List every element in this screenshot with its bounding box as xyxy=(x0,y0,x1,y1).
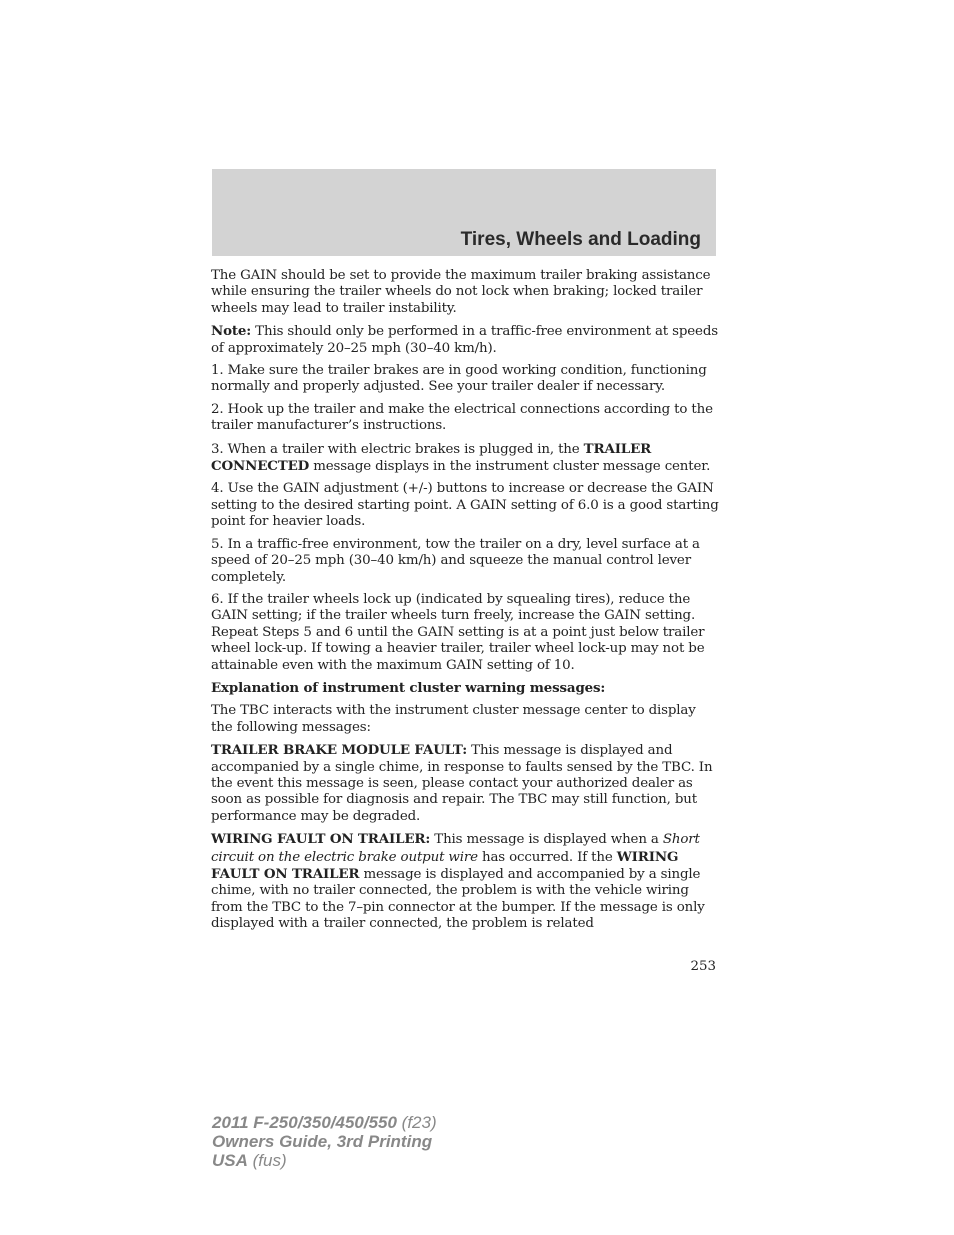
document-footer xyxy=(212,1113,437,1170)
module-fault-label: TRAILER BRAKE MODULE FAULT: xyxy=(211,742,468,759)
wiring-fault-label-repeat: WIRING FAULT ON TRAILER xyxy=(211,848,679,882)
section-header-band xyxy=(212,169,716,256)
step-3-text-a: 3. When a trailer with electric brakes is plugged in, the xyxy=(211,441,584,457)
footer-region-code: (fus) xyxy=(247,1151,287,1170)
step-4: 4. Use the GAIN adjustment (+/-) buttons to increase or decrease the GAIN setting to the desired starting point. A GAIN setting of 6.0 is a good starting point for heavier loads. xyxy=(211,481,719,530)
page-number: 253 xyxy=(690,959,716,974)
step-3 xyxy=(211,441,721,476)
footer-model-line xyxy=(212,1113,437,1132)
short-circuit-phrase: Short circuit on the electric brake output wire xyxy=(211,832,700,865)
step-6: 6. If the trailer wheels lock up (indicated by squealing tires), reduce the GAIN setting; if the trailer wheels turn freely, increase the GAIN setting. Repeat Steps 5 and 6 until the GAIN setting is at a point just below trailer wheel lock-up. If towing a heavier trailer, trailer wheel lock-up may not be attainable even with the maximum GAIN setting of 10. xyxy=(211,591,705,673)
module-fault-text: This message is displayed and accompanied by a single chime, in response to faults sensed by the TBC. In the event this message is seen, please contact your authorized dealer as soon as possible for diagnosis and repair. The TBC may still function, but performance may be degraded. xyxy=(211,743,713,824)
wiring-fault-paragraph xyxy=(211,831,721,932)
wiring-fault-text-b: has occurred. If the xyxy=(477,849,617,865)
footer-guide-line: Owners Guide, 3rd Printing xyxy=(212,1132,433,1151)
section-title: Tires, Wheels and Loading xyxy=(460,229,701,250)
tbc-intro-paragraph: The TBC interacts with the instrument cluster message center to display the following messages: xyxy=(211,703,696,735)
explanation-heading-text: Explanation of instrument cluster warning messages: xyxy=(211,679,606,696)
wiring-fault-label: WIRING FAULT ON TRAILER: xyxy=(211,831,431,848)
footer-region: USA xyxy=(212,1151,248,1170)
footer-model: 2011 F-250/350/450/550 xyxy=(212,1113,397,1132)
step-5: 5. In a traffic-free environment, tow the trailer on a dry, level surface at a speed of 20–25 mph (30–40 km/h) and squeeze the manual control lever completely. xyxy=(211,536,700,585)
note-label: Note: xyxy=(211,323,252,340)
step-2: 2. Hook up the trailer and make the electrical connections according to the trailer manufacturer’s instructions. xyxy=(211,401,713,434)
module-fault-paragraph xyxy=(211,742,721,825)
trailer-connected-term: TRAILER CONNECTED xyxy=(211,440,652,475)
note-paragraph xyxy=(211,323,721,357)
wiring-fault-text-c: message is displayed and accompanied by a single chime, with no trailer connected, the problem is with the vehicle wiring from the TBC to the 7–pin connector at the bumper. If the message is only displayed with a trailer connected, the problem is related xyxy=(211,867,705,932)
note-text: This should only be performed in a traffic-free environment at speeds of approximately 20–25 mph (30–40 km/h). xyxy=(211,324,718,356)
step-3-text-b: message displays in the instrument cluster message center. xyxy=(309,459,711,475)
wiring-fault-text-a: This message is displayed when a xyxy=(430,832,663,848)
explanation-heading xyxy=(211,680,721,697)
step-1: 1. Make sure the trailer brakes are in good working condition, functioning normally and properly adjusted. See your trailer dealer if necessary. xyxy=(211,363,707,395)
footer-region-line xyxy=(212,1151,437,1170)
page-body xyxy=(211,268,721,939)
footer-model-code: (f23) xyxy=(396,1113,437,1132)
gain-intro-paragraph: The GAIN should be set to provide the maximum trailer braking assistance while ensuring the trailer wheels do not lock when braking; locked trailer wheels may lead to trailer instability. xyxy=(211,268,711,316)
